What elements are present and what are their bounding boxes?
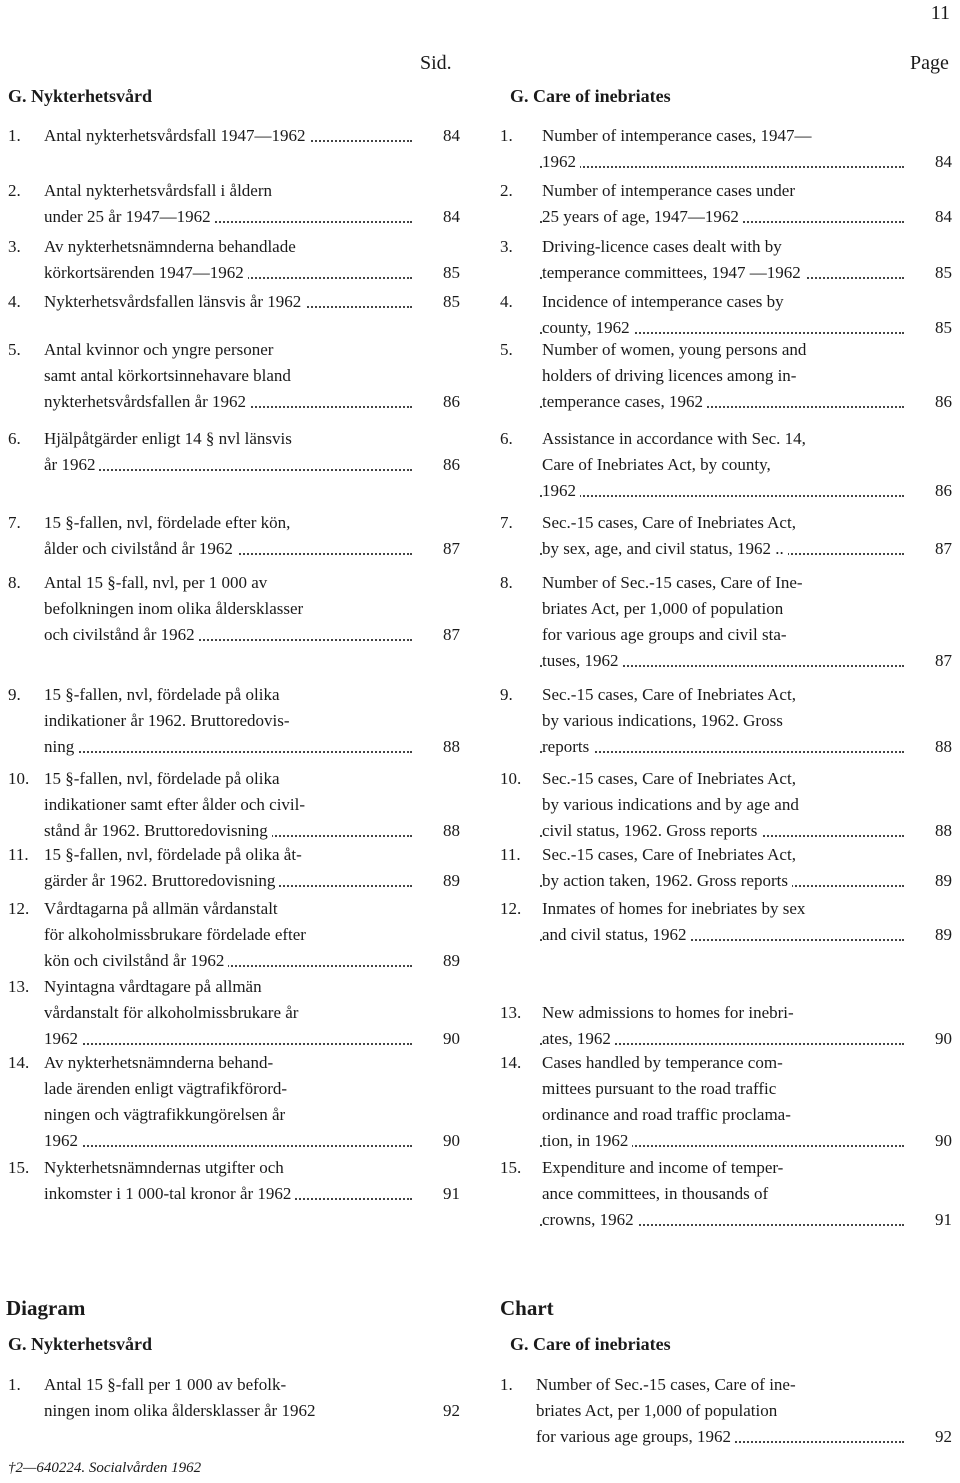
entry-page-number: 90 [443,1026,460,1052]
index-entry [500,178,952,230]
entry-text-line: 1962 [542,152,580,171]
entry-number: 14. [500,1053,522,1072]
index-entry [8,289,460,315]
entry-text-line: och civilstånd år 1962 [44,625,199,644]
entry-number: 11. [8,845,29,864]
entry-page-number: 84 [443,204,460,230]
entry-number: 2. [8,181,21,200]
index-entry [500,234,952,286]
index-entry [8,234,460,286]
entry-page-number: 85 [443,260,460,286]
entry-text-line: befolkningen inom olika åldersklasser [44,599,304,618]
entry-text-line: briates Act, per 1,000 of population [542,599,784,618]
entry-text-line: ance committees, in thousands of [542,1184,769,1203]
entry-page-number: 92 [935,1424,952,1450]
index-entry [8,337,460,415]
entry-text-line: New admissions to homes for inebri- [542,1003,794,1022]
entry-text-line: Hjälpåtgärder enligt 14 § nvl länsvis [44,429,292,448]
entry-text-line: Expenditure and income of temper- [542,1158,784,1177]
entry-number: 2. [500,181,513,200]
entry-text-line: for various age groups and civil sta- [542,625,787,644]
entry-number: 8. [8,573,21,592]
left-column-header: Sid. [420,52,452,74]
entry-text-line: Sec.-15 cases, Care of Inebriates Act, [542,513,796,532]
index-entry [8,1155,460,1207]
entry-text-line: Antal kvinnor och yngre personer [44,340,274,359]
entry-number: 5. [500,340,513,359]
entry-page-number: 88 [935,818,952,844]
entry-number: 4. [500,292,513,311]
entry-page-number: 89 [935,922,952,948]
entry-text-line: samt antal körkortsinnehavare bland [44,366,291,385]
index-entry [8,178,460,230]
entry-text-line: ning [44,737,78,756]
entry-text-line: år 1962 [44,455,99,474]
entry-page-number: 88 [443,734,460,760]
entry-text-line: stånd år 1962. Bruttoredovisning [44,821,272,840]
entry-text-line: vårdanstalt för alkoholmissbrukare år [44,1003,299,1022]
entry-page-number: 84 [935,204,952,230]
entry-page-number: 88 [935,734,952,760]
entry-text-line: under 25 år 1947—1962 [44,207,215,226]
entry-number: 14. [8,1053,30,1072]
index-entry [500,766,952,844]
entry-text-line: temperance cases, 1962 [542,392,707,411]
entry-text-line: indikationer samt efter ålder och civil- [44,795,306,814]
entry-page-number: 89 [935,868,952,894]
entry-text-line: civil status, 1962. Gross reports [542,821,761,840]
entry-text-line: tuses, 1962 [542,651,623,670]
entry-text-line: Number of intemperance cases, 1947— [542,126,812,145]
entry-page-number: 84 [443,123,460,149]
index-entry [8,1372,460,1424]
entry-page-number: 91 [935,1207,952,1233]
index-entry [500,1050,952,1154]
entry-text-line: Nykterhetsvårdsfallen länsvis år 1962 [44,292,305,311]
entry-number: 8. [500,573,513,592]
entry-page-number: 87 [443,622,460,648]
entry-page-number: 90 [935,1026,952,1052]
index-entry [8,123,460,149]
entry-text-line: by various indications and by age and [542,795,799,814]
entry-text-line: and civil status, 1962 [542,925,690,944]
entry-number: 15. [8,1158,30,1177]
entry-text-line: Nykterhetsnämndernas utgifter och [44,1158,284,1177]
entry-number: 3. [500,237,513,256]
entry-text-line: ningen inom olika åldersklasser år 1962 [44,1401,316,1420]
index-entry [8,896,460,974]
entry-text-line: 1962 [542,481,580,500]
entry-text-line: Sec.-15 cases, Care of Inebriates Act, [542,685,796,704]
right-section-title: G. Care of inebriates [510,86,671,106]
entry-text-line: by action taken, 1962. Gross reports [542,871,792,890]
entry-text-line: Antal 15 §-fall, nvl, per 1 000 av [44,573,268,592]
entry-number: 5. [8,340,21,359]
entry-text-line: Cases handled by temperance com- [542,1053,783,1072]
index-entry [500,1372,952,1450]
diagram-heading: Diagram [6,1296,86,1320]
entry-page-number: 89 [443,868,460,894]
entry-text-line: för alkoholmissbrukare fördelade efter [44,925,306,944]
entry-page-number: 85 [935,260,952,286]
entry-text-line: Av nykterhetsnämnderna behand- [44,1053,274,1072]
entry-text-line: Care of Inebriates Act, by county, [542,455,771,474]
entry-page-number: 86 [443,452,460,478]
index-entry [500,896,952,948]
entry-number: 1. [8,126,21,145]
entry-text-line: mittees pursuant to the road traffic [542,1079,777,1098]
entry-text-line: Antal nykterhetsvårdsfall i åldern [44,181,273,200]
entry-text-line: reports [542,737,593,756]
index-entry [500,289,952,341]
entry-page-number: 86 [935,389,952,415]
index-entry [8,842,460,894]
entry-text-line: for various age groups, 1962 [536,1427,735,1446]
index-entry [500,1000,952,1052]
entry-number: 9. [500,685,513,704]
entry-page-number: 92 [443,1398,460,1424]
page-footer: †2—640224. Socialvården 1962 [8,1460,202,1476]
entry-text-line: Number of Sec.-15 cases, Care of ine- [536,1375,796,1394]
entry-text-line: 25 years of age, 1947—1962 [542,207,743,226]
index-entry [8,570,460,648]
index-entry [500,570,952,674]
index-entry [500,1155,952,1233]
entry-number: 4. [8,292,21,311]
entry-text-line: nykterhetsvårdsfallen år 1962 [44,392,250,411]
entry-page-number: 90 [443,1128,460,1154]
entry-number: 12. [500,899,522,918]
index-entry [500,842,952,894]
entry-number: 3. [8,237,21,256]
page-number: 11 [930,2,950,24]
entry-text-line: Inmates of homes for inebriates by sex [542,899,806,918]
entry-number: 10. [8,769,30,788]
entry-text-line: körkortsärenden 1947—1962 [44,263,248,282]
entry-number: 1. [8,1375,21,1394]
entry-text-line: 15 §-fallen, nvl, fördelade på olika [44,685,280,704]
entry-page-number: 89 [443,948,460,974]
entry-number: 6. [8,429,21,448]
entry-text-line: Vårdtagarna på allmän vårdanstalt [44,899,278,918]
entry-text-line: lade ärenden enligt vägtrafikförord- [44,1079,288,1098]
entry-text-line: 1962 [44,1029,82,1048]
entry-page-number: 84 [935,149,952,175]
entry-text-line: crowns, 1962 [542,1210,638,1229]
chart-section-title: G. Care of inebriates [510,1334,671,1354]
diagram-section-title: G. Nykterhetsvård [8,1334,152,1354]
entry-text-line: 15 §-fallen, nvl, fördelade på olika åt- [44,845,302,864]
entry-text-line: ates, 1962 [542,1029,615,1048]
entry-number: 9. [8,685,21,704]
left-section-title: G. Nykterhetsvård [8,86,152,106]
entry-page-number: 91 [443,1181,460,1207]
index-entry [8,510,460,562]
index-entry [8,426,460,478]
entry-number: 11. [500,845,521,864]
entry-text-line: Antal 15 §-fall per 1 000 av befolk- [44,1375,287,1394]
entry-page-number: 88 [443,818,460,844]
entry-text-line: 1962 [44,1131,82,1150]
entry-text-line: Av nykterhetsnämnderna behandlade [44,237,296,256]
entry-page-number: 86 [935,478,952,504]
entry-text-line: Sec.-15 cases, Care of Inebriates Act, [542,769,796,788]
entry-text-line: inkomster i 1 000-tal kronor år 1962 [44,1184,295,1203]
entry-text-line: Assistance in accordance with Sec. 14, [542,429,806,448]
entry-text-line: tion, in 1962 [542,1131,632,1150]
entry-number: 6. [500,429,513,448]
entry-text-line: Sec.-15 cases, Care of Inebriates Act, [542,845,796,864]
entry-number: 1. [500,1375,513,1394]
entry-text-line: Driving-licence cases dealt with by [542,237,782,256]
chart-heading: Chart [500,1296,554,1320]
entry-page-number: 90 [935,1128,952,1154]
entry-text-line: indikationer år 1962. Bruttoredovis- [44,711,290,730]
index-entry [8,766,460,844]
index-entry [500,123,952,175]
index-entry [8,974,460,1052]
entry-text-line: gärder år 1962. Bruttoredovisning [44,871,279,890]
right-column-header: Page [910,52,949,74]
index-entry [8,682,460,760]
entry-number: 13. [8,977,30,996]
entry-text-line: Number of intemperance cases under [542,181,795,200]
entry-number: 13. [500,1003,522,1022]
entry-text-line: Number of Sec.-15 cases, Care of Ine- [542,573,803,592]
entry-number: 7. [8,513,21,532]
entry-page-number: 87 [443,536,460,562]
index-entry [8,1050,460,1154]
entry-number: 1. [500,126,513,145]
entry-text-line: briates Act, per 1,000 of population [536,1401,778,1420]
index-entry [500,682,952,760]
entry-text-line: ningen och vägtrafikkungörelsen år [44,1105,286,1124]
entry-text-line: by sex, age, and civil status, 1962 .. [542,539,788,558]
entry-text-line: Antal nykterhetsvårdsfall 1947—1962 [44,126,310,145]
entry-page-number: 87 [935,536,952,562]
entry-text-line: Nyintagna vårdtagare på allmän [44,977,262,996]
entry-page-number: 85 [935,315,952,341]
entry-text-line: 15 §-fallen, nvl, fördelade efter kön, [44,513,291,532]
entry-number: 10. [500,769,522,788]
entry-text-line: Incidence of intemperance cases by [542,292,784,311]
entry-text-line: ordinance and road traffic proclama- [542,1105,791,1124]
entry-page-number: 86 [443,389,460,415]
index-entry [500,426,952,504]
entry-text-line: by various indications, 1962. Gross [542,711,783,730]
entry-text-line: Number of women, young persons and [542,340,807,359]
index-entry [500,337,952,415]
entry-number: 7. [500,513,513,532]
entry-number: 12. [8,899,30,918]
entry-page-number: 85 [443,289,460,315]
index-entry [500,510,952,562]
entry-text-line: ålder och civilstånd år 1962 [44,539,237,558]
entry-text-line: kön och civilstånd år 1962 [44,951,228,970]
entry-text-line: holders of driving licences among in- [542,366,797,385]
entry-text-line: temperance committees, 1947 —1962 [542,263,805,282]
entry-page-number: 87 [935,648,952,674]
entry-number: 15. [500,1158,522,1177]
entry-text-line: county, 1962 [542,318,634,337]
entry-text-line: 15 §-fallen, nvl, fördelade på olika [44,769,280,788]
